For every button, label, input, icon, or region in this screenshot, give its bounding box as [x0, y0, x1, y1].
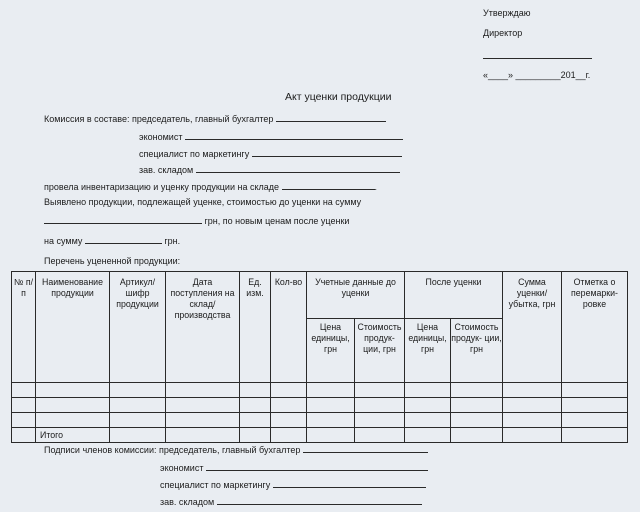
revealed-text: Выявлено продукции, подлежащей уценке, стоимостью до уценки на сумму	[44, 197, 362, 207]
sum-after-field[interactable]	[85, 234, 162, 244]
products-table	[11, 271, 628, 443]
new-prices-row	[44, 214, 349, 227]
col-number-header: № п/п	[12, 272, 36, 383]
economist-field[interactable]	[185, 130, 403, 140]
col-unit-header: Ед. изм.	[240, 272, 271, 383]
signatures-intro	[44, 443, 428, 456]
sign-warehouse-field[interactable]	[217, 495, 422, 505]
signatures-intro-label: Подписи членов комиссии: председатель, главный бухгалтер	[44, 445, 301, 455]
director-label: Директор	[483, 28, 523, 38]
approval-date: «____» _________201__г.	[483, 70, 591, 80]
inventory-row: провела инвентаризацию и уценку продукции на складе .	[44, 182, 378, 192]
chairman-field[interactable]	[276, 112, 386, 122]
sign-warehouse	[160, 495, 422, 508]
col-date-header: Дата поступления на склад/ производства	[166, 272, 240, 383]
economist-label: экономист	[139, 132, 183, 142]
col-sum-header: Сумма уценки/ убытка, грн	[503, 272, 562, 383]
sub-price-after: Цена единицы, грн	[405, 319, 451, 383]
warehouse-name-field[interactable]	[282, 180, 375, 190]
sum-after-row	[44, 234, 180, 247]
uah-label: грн.	[164, 236, 181, 246]
sub-cost-after: Стоимость продук- ции, грн	[451, 319, 503, 383]
sum-before-field[interactable]	[44, 214, 202, 224]
sign-chairman-field[interactable]	[303, 443, 428, 453]
director-signature-line[interactable]	[483, 49, 592, 59]
marketing-field[interactable]	[252, 147, 402, 157]
warehouse-field[interactable]	[196, 163, 400, 173]
commission-economist	[139, 130, 403, 143]
marketing-label: специалист по маркетингу	[139, 149, 250, 159]
commission-intro-label: Комиссия в составе: председатель, главный бухгалтер	[44, 114, 274, 124]
sign-marketing-label: специалист по маркетингу	[160, 480, 271, 490]
table-row[interactable]	[12, 398, 628, 413]
commission-warehouse	[139, 163, 400, 176]
new-prices-label: грн, по новым ценам после уценки	[204, 216, 350, 226]
total-label: Итого	[36, 428, 110, 443]
table-row[interactable]	[12, 413, 628, 428]
commission-marketing	[139, 147, 402, 160]
col-qty-header: Кол-во	[271, 272, 307, 383]
sign-marketing-field[interactable]	[273, 478, 426, 488]
inventory-label: провела инвентаризацию и уценку продукции на складе	[44, 182, 280, 192]
on-sum-label: на сумму	[44, 236, 83, 246]
sign-economist	[160, 461, 428, 474]
sign-economist-label: экономист	[160, 463, 204, 473]
sign-warehouse-label: зав. складом	[160, 497, 215, 507]
sub-price-before: Цена единицы, грн	[307, 319, 355, 383]
sign-economist-field[interactable]	[206, 461, 428, 471]
col-article-header: Артикул/ шифр продукции	[110, 272, 166, 383]
document-title: Акт уценки продукции	[285, 91, 392, 103]
table-row[interactable]	[12, 383, 628, 398]
col-after-header: После уценки	[405, 272, 503, 319]
col-accounting-header: Учетные данные до уценки	[307, 272, 405, 319]
total-row	[12, 428, 628, 443]
col-name-header: Наименование продукции	[36, 272, 110, 383]
col-mark-header: Отметка о перемарки- ровке	[562, 272, 628, 383]
list-title: Перечень уцененной продукции:	[44, 256, 181, 266]
sub-cost-before: Стоимость продук- ции, грн	[355, 319, 405, 383]
commission-intro	[44, 112, 386, 125]
approve-label: Утверждаю	[483, 8, 531, 18]
sign-marketing	[160, 478, 426, 491]
warehouse-label: зав. складом	[139, 165, 194, 175]
